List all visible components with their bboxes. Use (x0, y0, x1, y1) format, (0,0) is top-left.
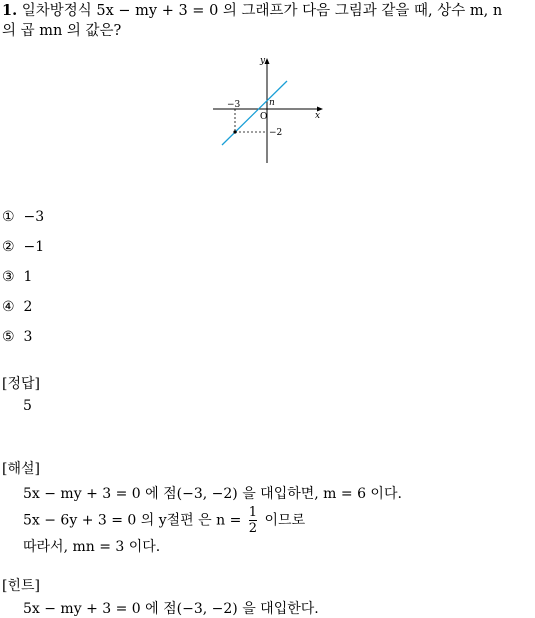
question-line-2: 의 곱 mn 의 값은? (2, 23, 122, 39)
choice-4[interactable] (2, 299, 32, 315)
y-axis-arrow (265, 58, 270, 64)
solution-line-3: 따라서, mn = 3 이다. (23, 539, 161, 555)
hint-heading: [힌트] (2, 578, 40, 594)
answer-heading: [정답] (2, 376, 40, 392)
point-marker (233, 130, 236, 133)
choice-value: −3 (23, 209, 45, 225)
choice-marker: ① (2, 209, 15, 225)
choice-value: −1 (23, 239, 45, 255)
x-axis-label: x (315, 111, 321, 121)
answer-value: 5 (23, 398, 32, 414)
choice-3[interactable] (2, 269, 32, 285)
choice-marker: ⑤ (2, 329, 15, 345)
fraction-denominator: 2 (248, 521, 258, 536)
choice-value: 1 (23, 269, 33, 285)
x-tick-label: −3 (227, 100, 241, 110)
choice-value: 3 (23, 329, 33, 345)
choice-value: 2 (23, 299, 33, 315)
choice-marker: ③ (2, 269, 15, 285)
origin-label: O (260, 112, 268, 122)
fraction-numerator: 1 (248, 505, 258, 520)
solution-line-2-pre: 5x − 6y + 3 = 0 의 y절편 은 n = (23, 512, 242, 529)
choice-2[interactable] (2, 239, 44, 255)
linear-graph (205, 50, 330, 168)
n-label: n (269, 98, 275, 108)
solution-line-2-post: 이므로 (264, 512, 306, 529)
choice-marker: ② (2, 239, 15, 255)
fraction (249, 506, 257, 535)
choice-5[interactable] (2, 329, 32, 345)
question-number: 1. (2, 2, 18, 19)
question (2, 0, 502, 22)
choice-marker: ④ (2, 299, 15, 315)
y-axis-label: y (260, 56, 266, 66)
choice-1[interactable] (2, 209, 44, 225)
hint-line-1: 5x − my + 3 = 0 에 점(−3, −2) 을 대입한다. (23, 601, 319, 617)
question-line-1: 일차방정식 5x − my + 3 = 0 의 그래프가 다음 그림과 같을 때, 상수 m, n (21, 3, 503, 19)
solution-heading: [해설] (2, 461, 40, 477)
solution-line-1: 5x − my + 3 = 0 에 점(−3, −2) 을 대입하면, m = 6 이다. (23, 486, 402, 502)
solution-line-2 (23, 506, 305, 535)
y-tick-label: −2 (269, 128, 283, 138)
